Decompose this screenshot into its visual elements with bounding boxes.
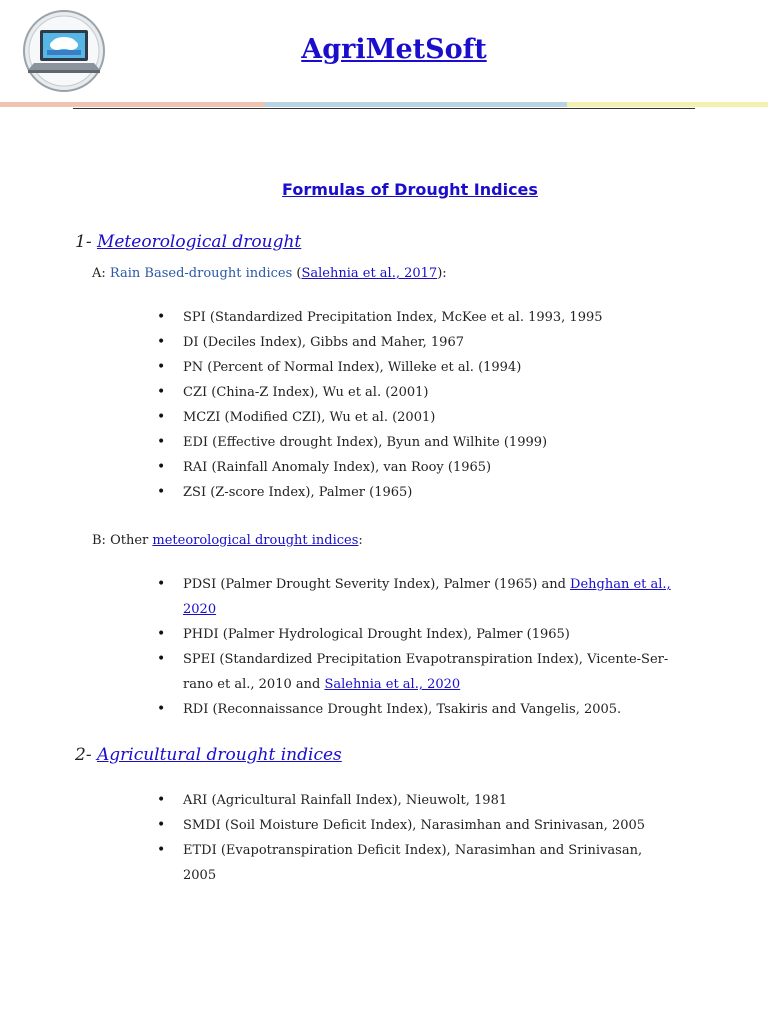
list-item xyxy=(155,647,675,697)
item-text: PDSI (Palmer Drought Severity Index), Palmer (1965) and xyxy=(183,577,566,592)
section-number: 2- xyxy=(75,745,92,765)
list-item: • PN (Percent of Normal Index), Willeke et al. (1994) xyxy=(155,355,675,380)
subheading-other-meteorological xyxy=(92,533,363,548)
item-text-continued: 2005 xyxy=(183,868,217,883)
paren-close: ): xyxy=(437,266,447,281)
list-item: • PHDI (Palmer Hydrological Drought Index), Palmer (1965) xyxy=(155,622,675,647)
list-item: • MCZI (Modified CZI), Wu et al. (2001) xyxy=(155,405,675,430)
section-heading-meteorological xyxy=(75,232,301,252)
citation-salehnia-2017-link[interactable]: Salehnia et al., 2017 xyxy=(301,266,438,281)
meteorological-drought-indices-link[interactable]: meteorological drought indices xyxy=(152,533,359,548)
list-item: • DI (Deciles Index), Gibbs and Maher, 1967 xyxy=(155,330,675,355)
color-bar-salmon xyxy=(0,102,265,107)
subheading-prefix: A: xyxy=(92,266,106,281)
document-title[interactable]: Formulas of Drought Indices xyxy=(282,180,538,199)
list-item: • SPI (Standardized Precipitation Index, McKee et al. 1993, 1995 xyxy=(155,305,675,330)
header-color-bar xyxy=(0,102,768,107)
subheading-suffix: : xyxy=(358,533,363,548)
list-item xyxy=(155,572,675,622)
list-item: • RAI (Rainfall Anomaly Index), van Rooy (1965) xyxy=(155,455,675,480)
other-meteorological-index-list xyxy=(155,572,675,722)
meteorological-drought-link[interactable]: Meteorological drought xyxy=(96,232,302,252)
citation-salehnia-2020-link[interactable]: Salehnia et al., 2020 xyxy=(324,677,461,692)
item-text-continued: rano et al., 2010 and xyxy=(183,677,321,692)
section-number: 1- xyxy=(75,232,92,252)
paren-open: ( xyxy=(296,266,302,281)
color-bar-blue xyxy=(265,102,567,107)
site-title[interactable]: AgriMetSoft xyxy=(301,34,487,65)
header-divider xyxy=(73,108,695,109)
section-heading-agricultural xyxy=(75,745,342,765)
subheading-prefix: B: Other xyxy=(92,533,149,548)
item-text: ETDI (Evapotranspiration Deficit Index), Narasimhan and Srinivasan, xyxy=(183,843,643,858)
color-bar-yellow xyxy=(567,102,768,107)
list-item: • RDI (Reconnaissance Drought Index), Tsakiris and Vangelis, 2005. xyxy=(155,697,675,722)
list-item xyxy=(155,838,675,888)
item-text: SPEI (Standardized Precipitation Evapotranspiration Index), Vicente-Ser- xyxy=(183,652,669,667)
rain-based-index-list xyxy=(155,305,675,505)
citation-dehghan-2020-year-link[interactable]: 2020 xyxy=(183,602,217,617)
list-item: • ZSI (Z-score Index), Palmer (1965) xyxy=(155,480,675,505)
agricultural-drought-indices-link[interactable]: Agricultural drought indices xyxy=(96,745,342,765)
list-item: • SMDI (Soil Moisture Deficit Index), Narasimhan and Srinivasan, 2005 xyxy=(155,813,675,838)
page-header xyxy=(0,0,768,110)
subheading-rain-based xyxy=(92,266,447,281)
subheading-label: Rain Based-drought indices xyxy=(109,266,293,281)
list-item: • CZI (China-Z Index), Wu et al. (2001) xyxy=(155,380,675,405)
list-item: • ARI (Agricultural Rainfall Index), Nieuwolt, 1981 xyxy=(155,788,675,813)
agricultural-index-list xyxy=(155,788,675,888)
list-item: • EDI (Effective drought Index), Byun and Wilhite (1999) xyxy=(155,430,675,455)
citation-dehghan-2020-link[interactable]: Dehghan et al., xyxy=(570,577,671,592)
